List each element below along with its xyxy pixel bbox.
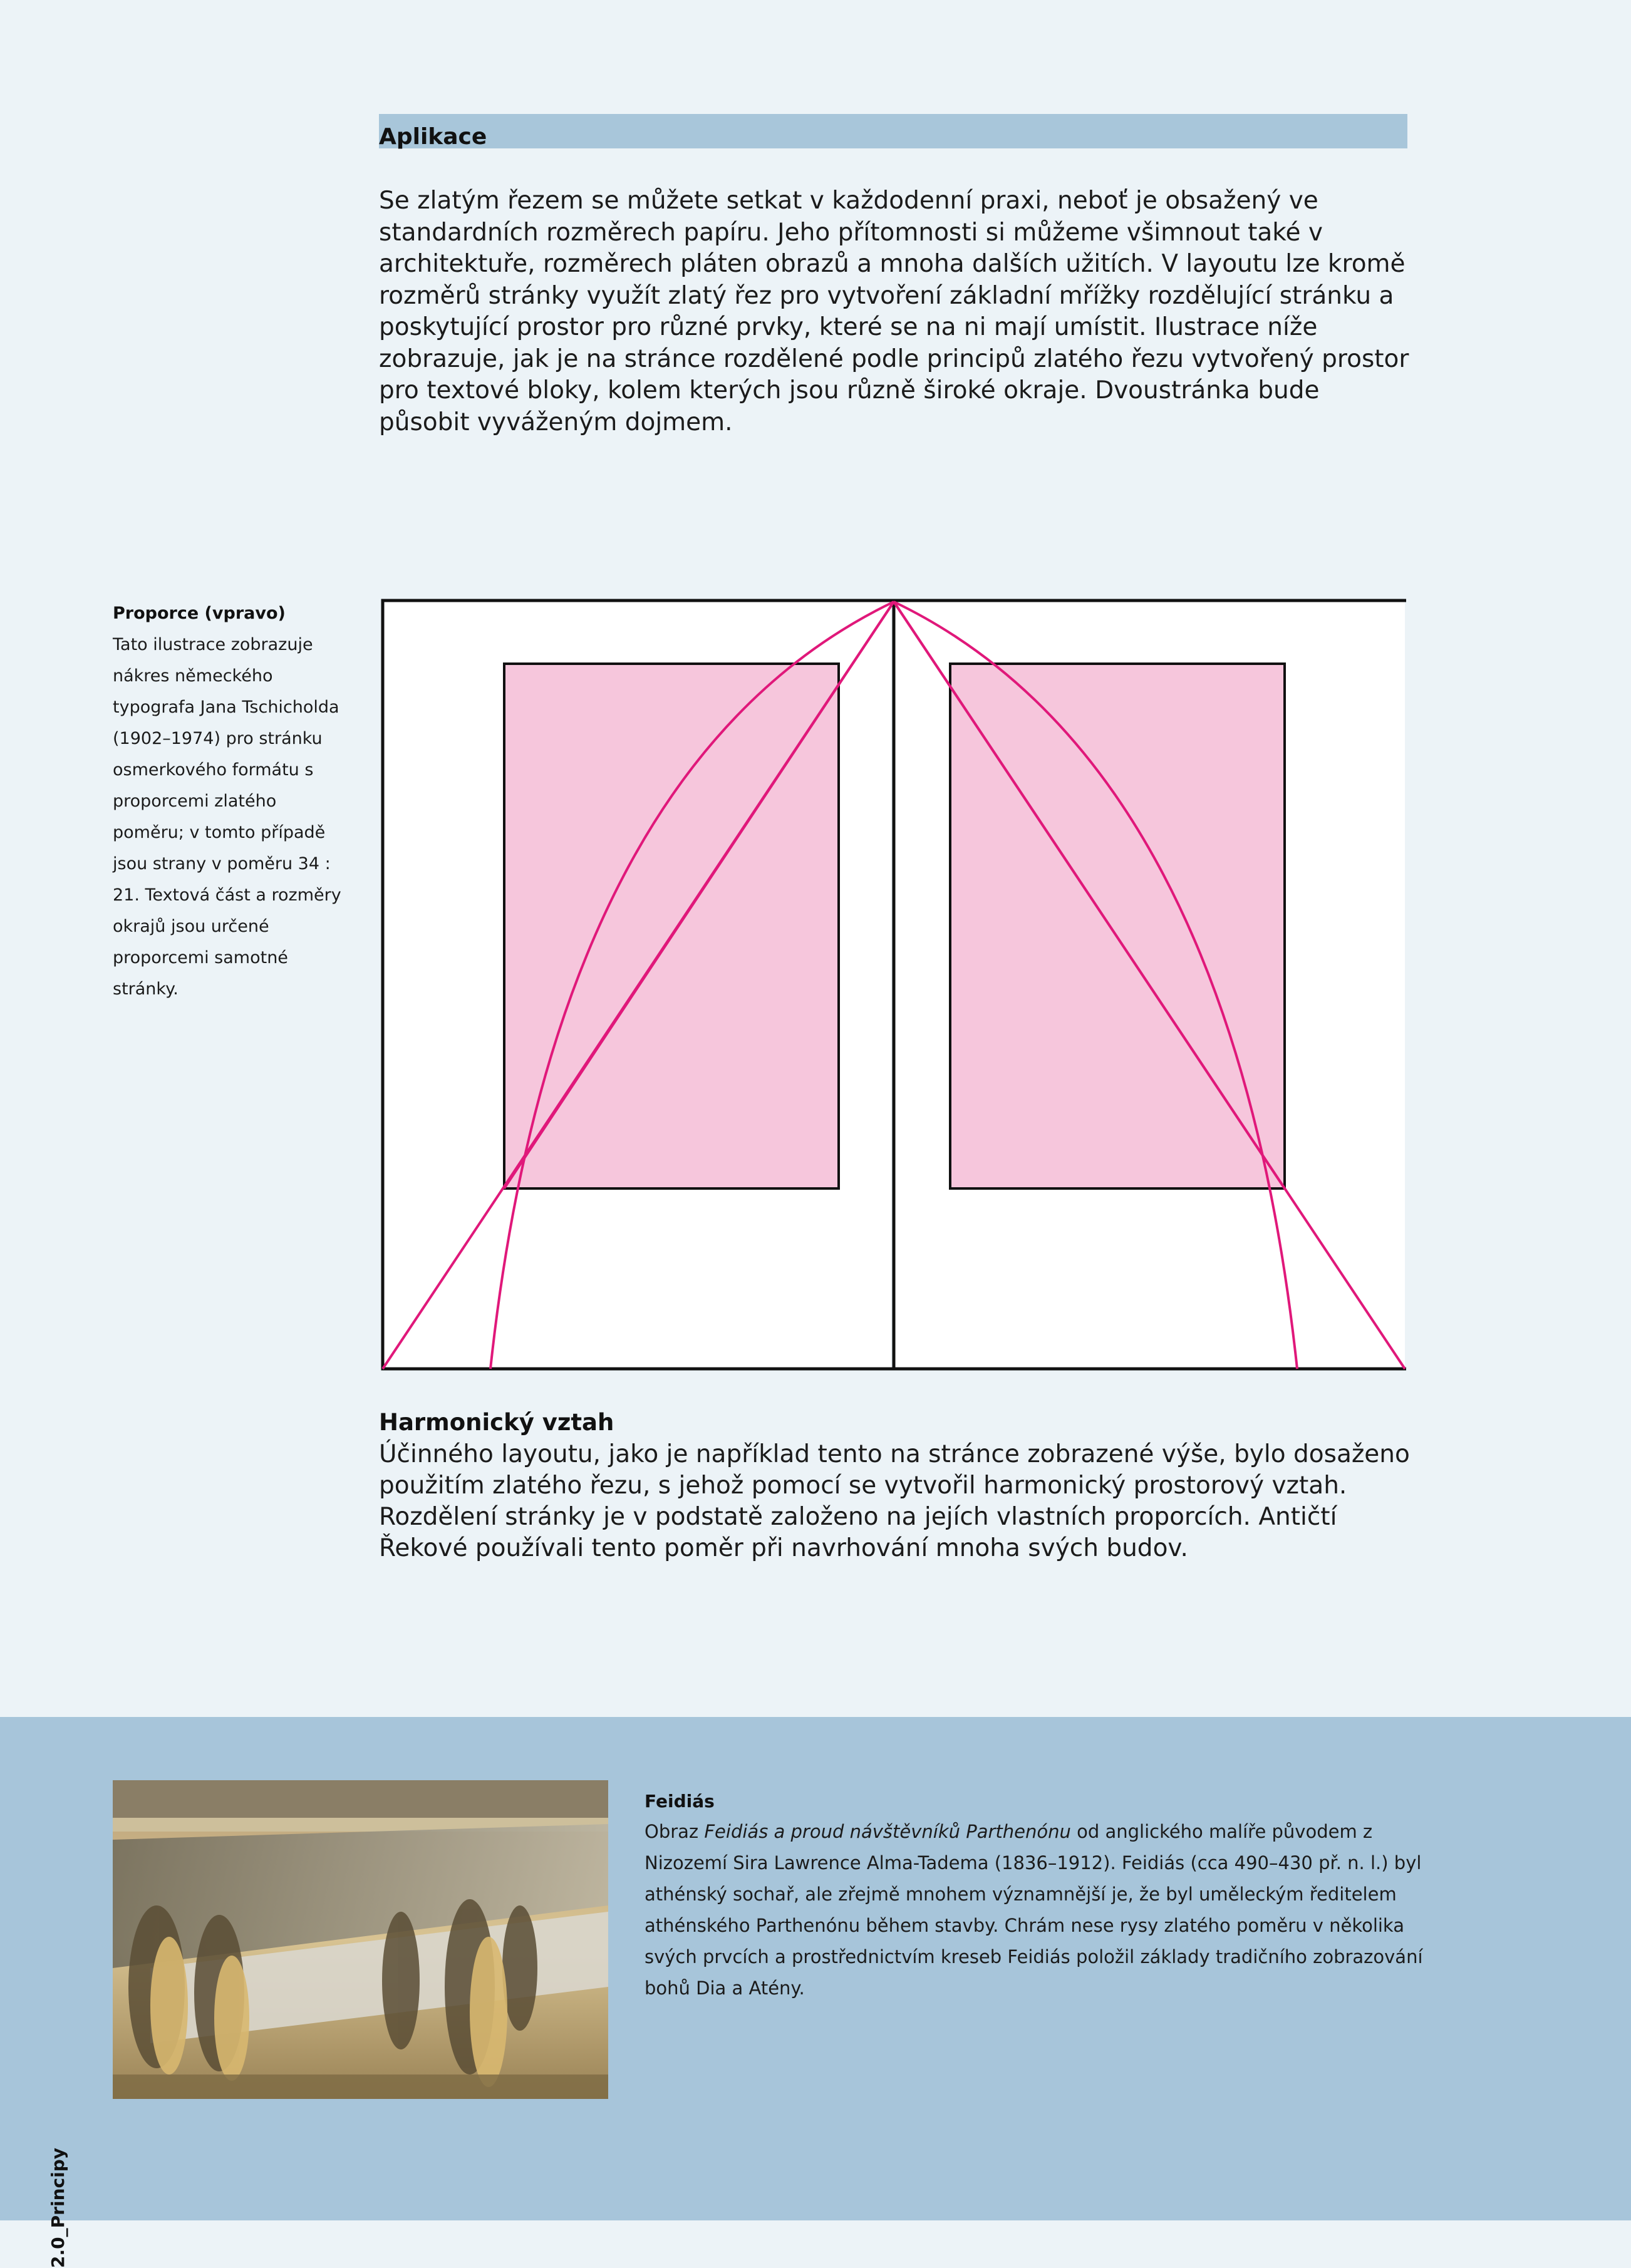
feidias-title: Feidiás <box>645 1791 715 1812</box>
section-title: Aplikace <box>379 124 487 150</box>
intro-paragraph: Se zlatým řezem se můžete setkat v každodenní praxi, neboť je obsažený ve standardních rozměrech papíru. Jeho přítomnosti si můžeme všimnout také v architektuře, rozměrech pláten obrazů a mnoha dalších užitích. V layoutu lze kromě rozměrů stránky využít zlatý řez pro vytvoření základní mřížky rozdělující stránku a poskytující prostor pro různé prvky, které se na ni mají umístit. Ilustrace níže zobrazuje, jak je na stránce rozdělené podle principů zlatého řezu vytvořený prostor pro textové bloky, kolem kterých jsou různě široké okraje. Dvoustránka bude působit vyváženým dojmem. <box>379 187 1409 436</box>
feidias-body-prefix: Obraz <box>645 1821 705 1842</box>
folio-text: 2.0_Principy <box>48 2148 68 2268</box>
diagram-caption <box>113 598 351 1005</box>
right-text-block <box>950 664 1285 1188</box>
caption-title: Proporce (vpravo) <box>113 604 286 623</box>
harmony-title: Harmonický vztah <box>379 1409 614 1436</box>
harmony-paragraph: Účinného layoutu, jako je například tento na stránce zobrazené výše, bylo dosaženo použitím zlatého řezu, s jehož pomocí se vytvořil harmonický prostorový vztah. Rozdělení stránky je v podstatě založeno na jejích vlastních proporcích. Antičtí Řekové používali tento poměr při navrhování mnoha svých budov. <box>379 1440 1410 1562</box>
artwork-title: Feidiás a proud návštěvníků Parthenónu <box>704 1821 1071 1842</box>
section-title-bar <box>379 114 1407 148</box>
feidias-body-suffix: od anglického malíře původem z Nizozemí Sira Lawrence Alma-Tadema (1836–1912). Feidiás (cca 490–430 př. n. l.) byl athénský sochař, ale zřejmě mnohem významnější je, že byl uměleckým ředitelem athénského Parthenónu během stavby. Chrám nese rysy zlatého poměru v několika svých prvcích a prostřednictvím kreseb Feidiás položil základy tradičního zobrazování bohů Dia a Atény. <box>645 1821 1423 1999</box>
feidias-paragraph <box>645 1816 1427 2004</box>
folio-label <box>48 2148 68 2268</box>
feidias-painting <box>113 1780 608 2099</box>
golden-ratio-diagram <box>379 598 1406 1371</box>
caption-body: Tato ilustrace zobrazuje nákres německého typografa Jana Tschicholda (1902–1974) pro stránku osmerkového formátu s proporcemi zlatého poměru; v tomto případě jsou strany v poměru 34 : 21. Textová část a rozměry okrajů jsou určené proporcemi samotné stránky. <box>113 635 341 999</box>
